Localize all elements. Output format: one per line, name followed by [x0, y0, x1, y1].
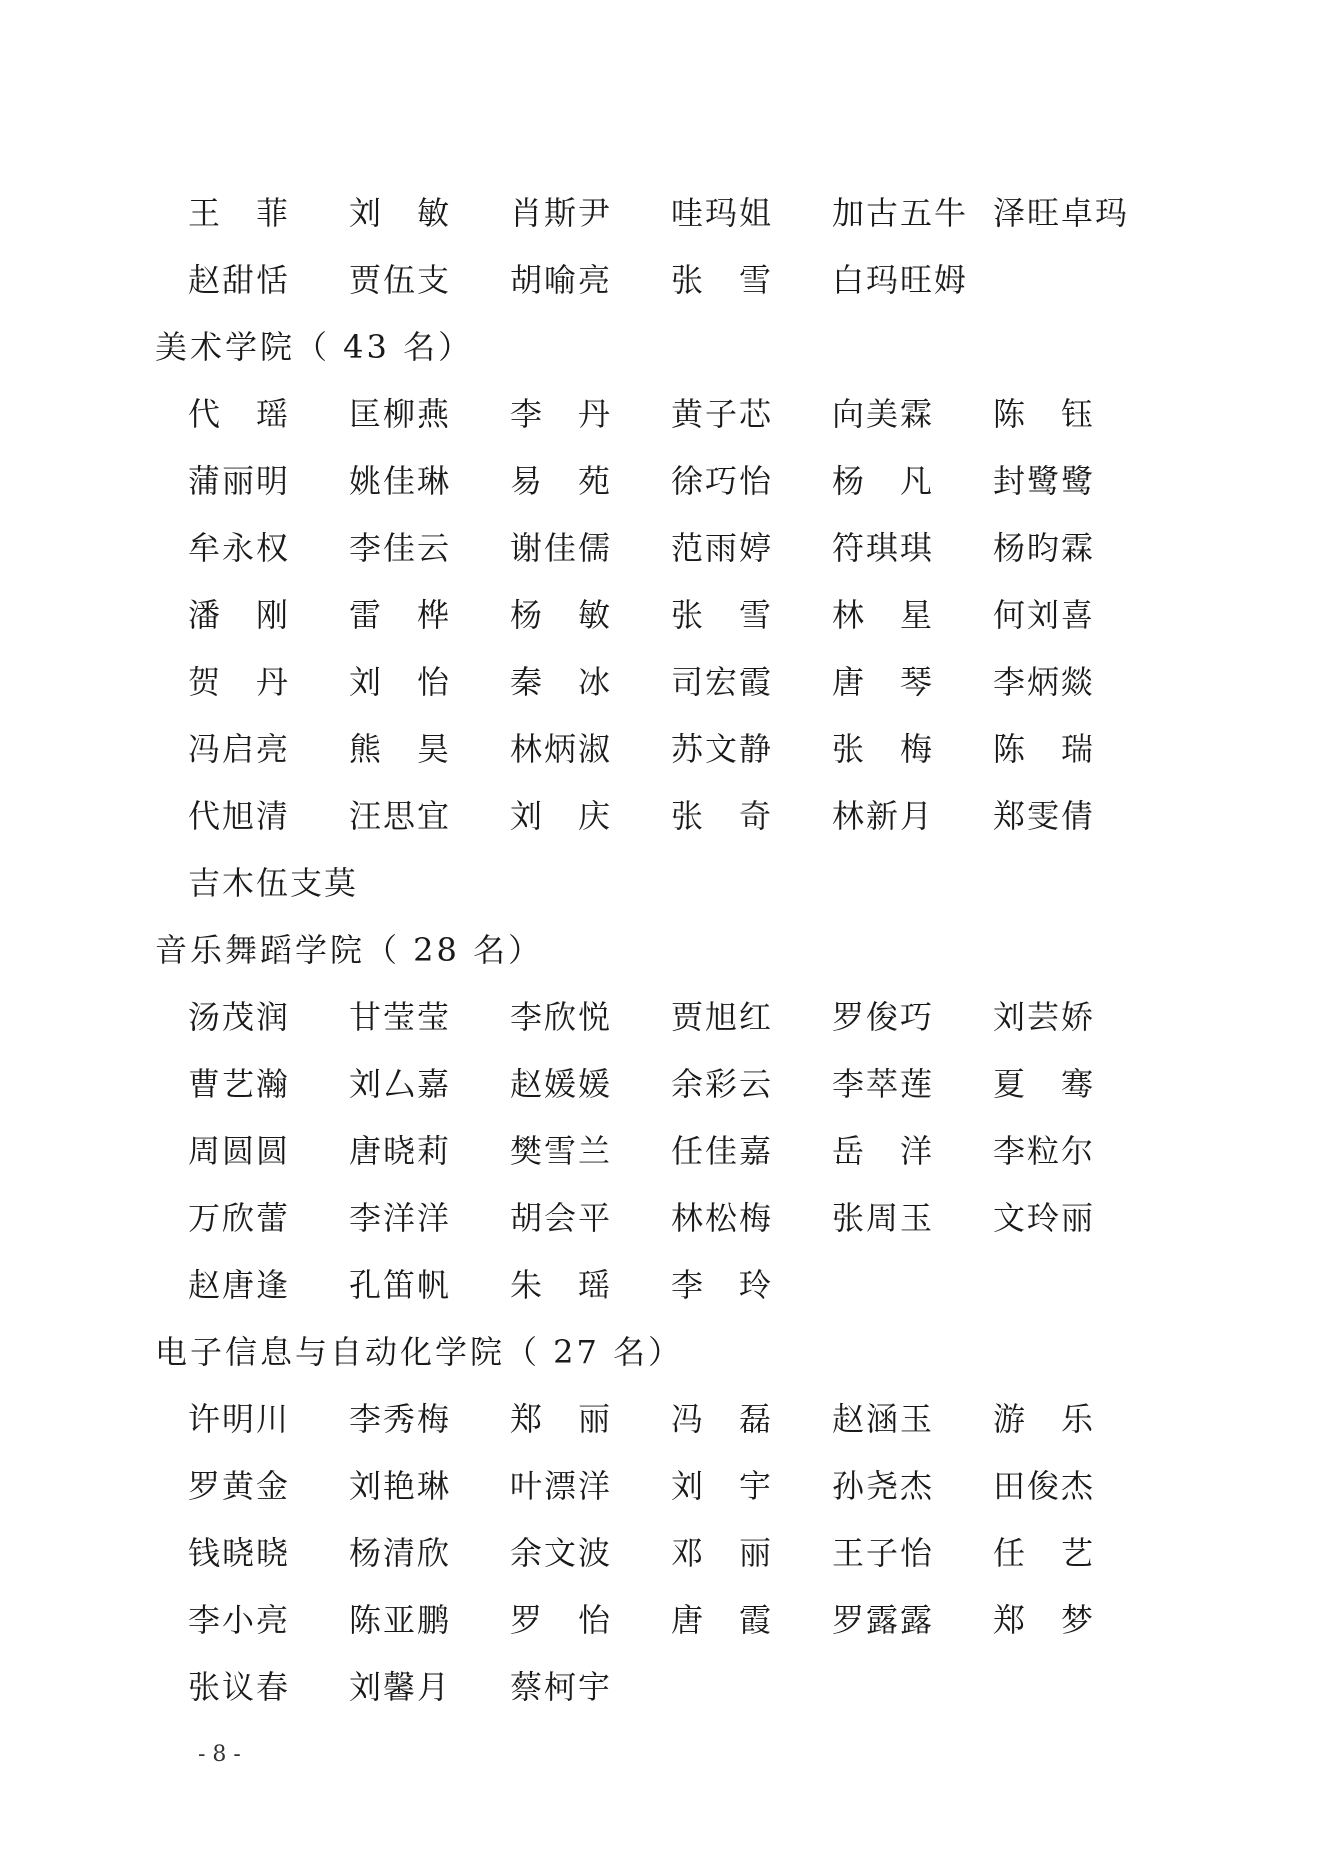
section-heading: 电子信息与自动化学院（ 27 名）	[155, 1332, 684, 1371]
person-name: 郑 梦	[993, 1600, 1096, 1639]
person-name: 胡喻亮	[510, 260, 613, 299]
person-name: 王 菲	[188, 193, 291, 232]
person-name: 白玛旺姆	[832, 260, 969, 299]
person-name: 向美霖	[832, 394, 935, 433]
person-name: 任 艺	[993, 1533, 1096, 1572]
person-name: 潘 刚	[188, 595, 291, 634]
person-name: 钱晓晓	[188, 1533, 291, 1572]
person-name: 陈 钰	[993, 394, 1096, 433]
person-name: 唐晓莉	[349, 1131, 452, 1170]
name-row	[188, 512, 1218, 579]
section-heading: 音乐舞蹈学院（ 28 名）	[155, 930, 544, 969]
name-row	[188, 1115, 1218, 1182]
person-name: 贾旭红	[671, 997, 774, 1036]
person-name: 罗俊巧	[832, 997, 935, 1036]
person-name: 李 丹	[510, 394, 613, 433]
person-name: 代 瑶	[188, 394, 291, 433]
person-name: 冯 磊	[671, 1399, 774, 1438]
person-name: 李小亮	[188, 1600, 291, 1639]
person-name: 匡柳燕	[349, 394, 452, 433]
person-name: 刘 怡	[349, 662, 452, 701]
person-name: 胡会平	[510, 1198, 613, 1237]
person-name: 田俊杰	[993, 1466, 1096, 1505]
person-name: 文玲丽	[993, 1198, 1096, 1237]
person-name: 张 梅	[832, 729, 935, 768]
person-name: 刘 庆	[510, 796, 613, 835]
person-name: 唐 霞	[671, 1600, 774, 1639]
person-name: 林松梅	[671, 1198, 774, 1237]
person-name: 任佳嘉	[671, 1131, 774, 1170]
person-name: 杨清欣	[349, 1533, 452, 1572]
person-name: 甘莹莹	[349, 997, 452, 1036]
name-row	[188, 1383, 1218, 1450]
person-name: 刘 宇	[671, 1466, 774, 1505]
name-row	[188, 1182, 1218, 1249]
person-name: 泽旺卓玛	[993, 193, 1130, 232]
name-row	[188, 445, 1218, 512]
name-row	[188, 1048, 1218, 1115]
person-name: 雷 桦	[349, 595, 452, 634]
name-row	[188, 847, 1218, 914]
person-name: 林新月	[832, 796, 935, 835]
name-row	[188, 713, 1218, 780]
person-name: 汪思宜	[349, 796, 452, 835]
person-name: 杨 敏	[510, 595, 613, 634]
person-name: 符琪琪	[832, 528, 935, 567]
person-name: 李萃莲	[832, 1064, 935, 1103]
person-name: 李粒尔	[993, 1131, 1096, 1170]
person-name: 万欣蕾	[188, 1198, 291, 1237]
name-row	[188, 1450, 1218, 1517]
person-name: 肖斯尹	[510, 193, 613, 232]
person-name: 刘艳琳	[349, 1466, 452, 1505]
person-name: 赵涵玉	[832, 1399, 935, 1438]
name-row	[188, 1651, 1218, 1718]
person-name: 徐巧怡	[671, 461, 774, 500]
person-name: 易 苑	[510, 461, 613, 500]
person-name: 叶漂洋	[510, 1466, 613, 1505]
name-row	[188, 1517, 1218, 1584]
person-name: 张 雪	[671, 260, 774, 299]
person-name: 樊雪兰	[510, 1131, 613, 1170]
person-name: 陈 瑞	[993, 729, 1096, 768]
person-name: 黄子芯	[671, 394, 774, 433]
name-row	[188, 378, 1218, 445]
person-name: 谢佳儒	[510, 528, 613, 567]
person-name: 林 星	[832, 595, 935, 634]
person-name: 许明川	[188, 1399, 291, 1438]
person-name: 哇玛姐	[671, 193, 774, 232]
person-name: 周圆圆	[188, 1131, 291, 1170]
person-name: 张 雪	[671, 595, 774, 634]
person-name: 刘厶嘉	[349, 1064, 452, 1103]
name-row	[188, 244, 1218, 311]
person-name: 熊 昊	[349, 729, 452, 768]
person-name: 郑雯倩	[993, 796, 1096, 835]
person-name: 范雨婷	[671, 528, 774, 567]
name-row	[188, 1249, 1218, 1316]
person-name: 曹艺瀚	[188, 1064, 291, 1103]
person-name: 蔡柯宇	[510, 1667, 613, 1706]
person-name: 蒲丽明	[188, 461, 291, 500]
person-name: 罗 怡	[510, 1600, 613, 1639]
person-name: 何刘喜	[993, 595, 1096, 634]
name-row	[188, 177, 1218, 244]
person-name: 汤茂润	[188, 997, 291, 1036]
person-name: 苏文静	[671, 729, 774, 768]
person-name: 余彩云	[671, 1064, 774, 1103]
person-name: 王子怡	[832, 1533, 935, 1572]
person-name: 李欣悦	[510, 997, 613, 1036]
section-heading: 美术学院（ 43 名）	[155, 327, 474, 366]
name-row	[188, 1584, 1218, 1651]
person-name: 张周玉	[832, 1198, 935, 1237]
person-name: 罗黄金	[188, 1466, 291, 1505]
person-name: 李洋洋	[349, 1198, 452, 1237]
name-row	[188, 646, 1218, 713]
person-name: 杨昀霖	[993, 528, 1096, 567]
person-name: 牟永权	[188, 528, 291, 567]
person-name: 李炳燚	[993, 662, 1096, 701]
person-name: 夏 骞	[993, 1064, 1096, 1103]
person-name: 赵媛媛	[510, 1064, 613, 1103]
person-name: 吉木伍支莫	[188, 863, 359, 902]
person-name: 刘 敏	[349, 193, 452, 232]
person-name: 邓 丽	[671, 1533, 774, 1572]
person-name: 林炳淑	[510, 729, 613, 768]
name-row	[188, 780, 1218, 847]
person-name: 刘芸娇	[993, 997, 1096, 1036]
person-name: 郑 丽	[510, 1399, 613, 1438]
name-row	[188, 981, 1218, 1048]
person-name: 孔笛帆	[349, 1265, 452, 1304]
person-name: 唐 琴	[832, 662, 935, 701]
name-row	[188, 579, 1218, 646]
person-name: 秦 冰	[510, 662, 613, 701]
person-name: 冯启亮	[188, 729, 291, 768]
person-name: 赵甜恬	[188, 260, 291, 299]
person-name: 杨 凡	[832, 461, 935, 500]
page-number: - 8 -	[198, 1742, 241, 1767]
person-name: 赵唐逢	[188, 1265, 291, 1304]
person-name: 刘馨月	[349, 1667, 452, 1706]
person-name: 游 乐	[993, 1399, 1096, 1438]
person-name: 封鹭鹭	[993, 461, 1096, 500]
person-name: 加古五牛	[832, 193, 969, 232]
person-name: 李佳云	[349, 528, 452, 567]
person-name: 贾伍支	[349, 260, 452, 299]
person-name: 余文波	[510, 1533, 613, 1572]
person-name: 李 玲	[671, 1265, 774, 1304]
person-name: 朱 瑶	[510, 1265, 613, 1304]
person-name: 张 奇	[671, 796, 774, 835]
name-list	[155, 177, 1218, 1718]
person-name: 陈亚鹏	[349, 1600, 452, 1639]
person-name: 罗露露	[832, 1600, 935, 1639]
person-name: 李秀梅	[349, 1399, 452, 1438]
person-name: 孙尧杰	[832, 1466, 935, 1505]
person-name: 贺 丹	[188, 662, 291, 701]
person-name: 代旭清	[188, 796, 291, 835]
person-name: 岳 洋	[832, 1131, 935, 1170]
person-name: 姚佳琳	[349, 461, 452, 500]
person-name: 司宏霞	[671, 662, 774, 701]
person-name: 张议春	[188, 1667, 291, 1706]
